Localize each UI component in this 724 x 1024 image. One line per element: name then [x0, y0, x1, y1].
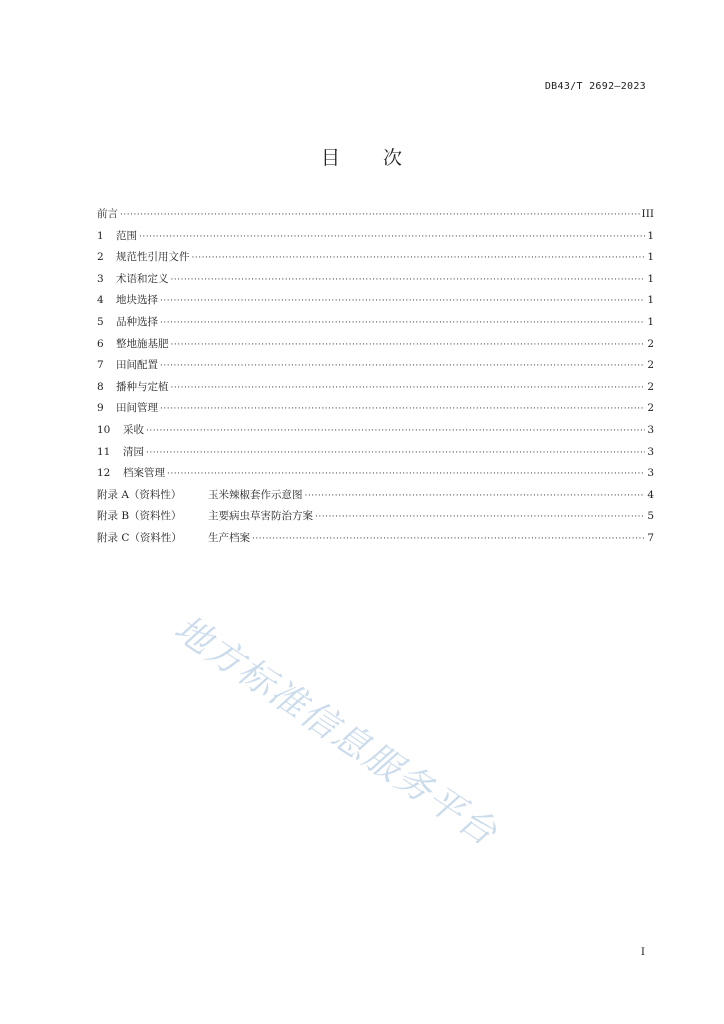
toc-page-number: 3	[647, 445, 654, 458]
toc-page-number: 4	[647, 488, 654, 501]
toc-page-number: 2	[647, 402, 654, 415]
table-of-contents	[97, 204, 654, 550]
toc-leader-dots	[139, 227, 645, 249]
toc-entry-field-cleanup[interactable]	[97, 442, 654, 464]
toc-number: 1	[97, 229, 104, 242]
toc-entry-normative-references[interactable]	[97, 247, 654, 269]
title-char-2: 次	[383, 147, 404, 169]
toc-number: 3	[97, 272, 104, 285]
toc-page-number: 2	[647, 359, 654, 372]
toc-label: 生产档案	[208, 531, 250, 544]
toc-entry-preface[interactable]	[97, 204, 654, 226]
toc-label: 术语和定义	[116, 272, 169, 285]
toc-number: 6	[97, 337, 104, 350]
toc-entry-terms[interactable]	[97, 269, 654, 291]
toc-page-number: 2	[647, 380, 654, 393]
toc-number: 12	[97, 467, 111, 480]
toc-label: 播种与定植	[116, 380, 169, 393]
toc-label: 田间配置	[116, 359, 158, 372]
toc-page-number: 2	[647, 337, 654, 350]
toc-number: 7	[97, 359, 104, 372]
toc-number: 8	[97, 380, 104, 393]
toc-label: 采收	[123, 423, 144, 436]
toc-number: 5	[97, 315, 104, 328]
toc-leader-dots	[120, 205, 640, 227]
toc-page-number: 3	[647, 467, 654, 480]
toc-entry-records[interactable]	[97, 463, 654, 485]
appendix-heading: 附录 A（资料性）	[97, 488, 182, 501]
appendix-heading: 附录 C（资料性）	[97, 531, 182, 544]
toc-leader-dots	[160, 313, 645, 335]
toc-entry-harvest[interactable]	[97, 420, 654, 442]
toc-entry-land-prep[interactable]	[97, 334, 654, 356]
toc-leader-dots	[192, 248, 646, 270]
toc-entry-appendix-c[interactable]	[97, 528, 654, 550]
toc-number: 2	[97, 251, 104, 264]
toc-leader-dots	[160, 291, 645, 313]
toc-label: 前言	[97, 208, 118, 220]
toc-page-number: 1	[647, 294, 654, 307]
toc-leader-dots	[160, 399, 645, 421]
title-char-1: 目	[320, 147, 341, 169]
toc-number: 9	[97, 402, 104, 415]
toc-leader-dots	[171, 335, 646, 357]
toc-leader-dots	[171, 270, 646, 292]
toc-label: 档案管理	[123, 467, 165, 480]
toc-leader-dots	[146, 443, 645, 465]
toc-entry-field-management[interactable]	[97, 398, 654, 420]
toc-label: 地块选择	[116, 294, 158, 307]
toc-leader-dots	[252, 529, 645, 551]
watermark: 地方标准信息服务平台	[166, 607, 505, 855]
toc-entry-scope[interactable]	[97, 226, 654, 248]
page-number: I	[640, 946, 645, 958]
toc-entry-appendix-b[interactable]	[97, 506, 654, 528]
toc-label: 整地施基肥	[116, 337, 169, 350]
toc-label: 主要病虫草害防治方案	[208, 510, 313, 523]
toc-entry-sowing[interactable]	[97, 377, 654, 399]
toc-label: 范围	[116, 229, 137, 242]
toc-label: 品种选择	[116, 315, 158, 328]
toc-leader-dots	[315, 507, 645, 529]
toc-page-number: III	[641, 208, 654, 220]
toc-number: 11	[97, 445, 111, 458]
toc-label: 玉米辣椒套作示意图	[208, 488, 303, 501]
toc-leader-dots	[160, 356, 645, 378]
page-title	[0, 143, 724, 170]
appendix-heading: 附录 B（资料性）	[97, 510, 182, 523]
toc-label: 规范性引用文件	[116, 251, 190, 264]
toc-entry-field-layout[interactable]	[97, 355, 654, 377]
toc-label: 清园	[123, 445, 144, 458]
toc-page-number: 3	[647, 423, 654, 436]
toc-entry-variety-selection[interactable]	[97, 312, 654, 334]
toc-leader-dots	[171, 378, 646, 400]
toc-page-number: 5	[647, 510, 654, 523]
toc-entry-site-selection[interactable]	[97, 290, 654, 312]
toc-label: 田间管理	[116, 402, 158, 415]
toc-page-number: 1	[647, 272, 654, 285]
toc-page-number: 1	[647, 251, 654, 264]
toc-leader-dots	[146, 421, 645, 443]
standard-code: DB43/T 2692—2023	[544, 81, 646, 92]
toc-page-number: 1	[647, 229, 654, 242]
toc-leader-dots	[305, 486, 646, 508]
toc-entry-appendix-a[interactable]	[97, 485, 654, 507]
toc-leader-dots	[167, 464, 645, 486]
toc-number: 4	[97, 294, 104, 307]
toc-page-number: 7	[647, 531, 654, 544]
toc-page-number: 1	[647, 315, 654, 328]
toc-number: 10	[97, 423, 111, 436]
